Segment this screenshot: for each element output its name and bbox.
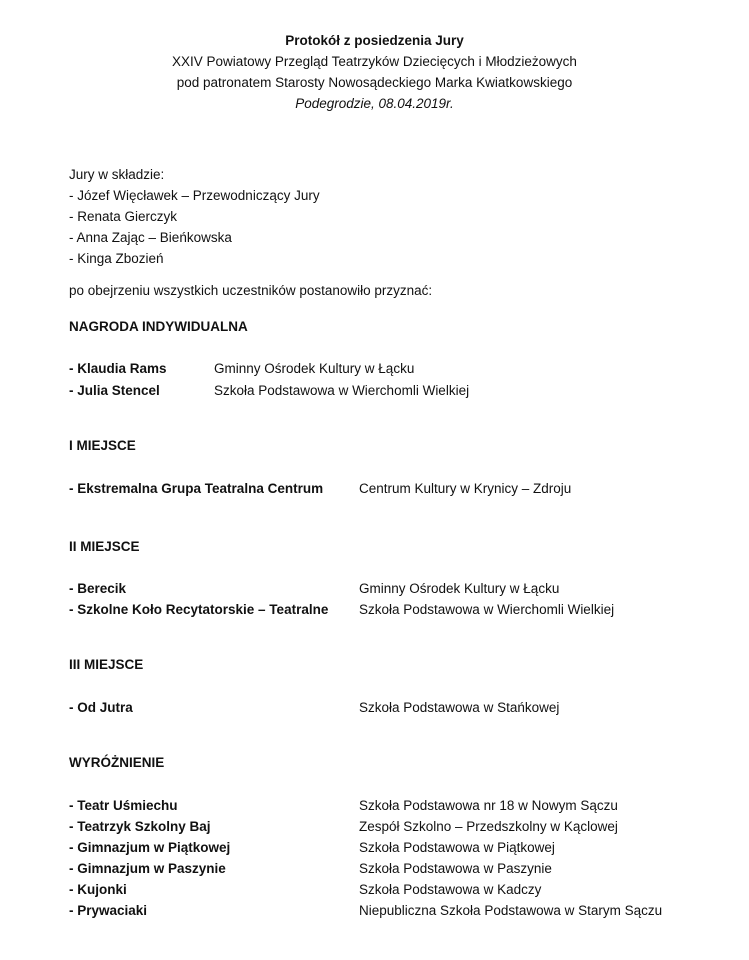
award-institution: Centrum Kultury w Krynicy – Zdroju bbox=[359, 481, 572, 496]
award-institution: Gminny Ośrodek Kultury w Łącku bbox=[359, 581, 560, 596]
document-title: Protokół z posiedzenia Jury bbox=[285, 33, 464, 48]
award-institution: Szkoła Podstawowa w Wierchomli Wielkiej bbox=[214, 383, 470, 398]
award-name: - Berecik bbox=[69, 581, 127, 596]
section-heading-individual: NAGRODA INDYWIDUALNA bbox=[69, 319, 248, 334]
award-institution: Gminny Ośrodek Kultury w Łącku bbox=[214, 361, 415, 376]
award-institution: Szkoła Podstawowa w Piątkowej bbox=[359, 840, 555, 855]
award-institution: Szkoła Podstawowa w Wierchomli Wielkiej bbox=[359, 602, 615, 617]
award-name: - Gimnazjum w Paszynie bbox=[69, 861, 226, 876]
section-heading-third-place: III MIEJSCE bbox=[69, 657, 144, 672]
award-name: - Teatr Uśmiechu bbox=[69, 798, 178, 813]
jury-intro: Jury w składzie: bbox=[69, 167, 165, 182]
award-name: - Kujonki bbox=[69, 882, 127, 897]
award-name: - Gimnazjum w Piątkowej bbox=[69, 840, 231, 855]
document-header bbox=[0, 30, 749, 114]
award-name: - Klaudia Rams bbox=[69, 361, 167, 376]
event-name: XXIV Powiatowy Przegląd Teatrzyków Dziecięcych i Młodzieżowych bbox=[172, 54, 577, 69]
jury-member: - Anna Zając – Bieńkowska bbox=[69, 230, 232, 245]
award-name: - Od Jutra bbox=[69, 700, 133, 715]
award-institution: Szkoła Podstawowa w Paszynie bbox=[359, 861, 552, 876]
jury-member: - Józef Więcławek – Przewodniczący Jury bbox=[69, 188, 320, 203]
award-institution: Szkoła Podstawowa w Stańkowej bbox=[359, 700, 560, 715]
jury-member: - Renata Gierczyk bbox=[69, 209, 178, 224]
award-institution: Niepubliczna Szkoła Podstawowa w Starym Sączu bbox=[359, 903, 663, 918]
award-name: - Teatrzyk Szkolny Baj bbox=[69, 819, 211, 834]
award-name: - Prywaciaki bbox=[69, 903, 148, 918]
place-date: Podegrodzie, 08.04.2019r. bbox=[295, 96, 454, 111]
jury-member: - Kinga Zbozień bbox=[69, 251, 164, 266]
award-name: - Ekstremalna Grupa Teatralna Centrum bbox=[69, 481, 324, 496]
section-heading-distinction: WYRÓŻNIENIE bbox=[69, 755, 165, 770]
award-institution: Szkoła Podstawowa w Kadczy bbox=[359, 882, 542, 897]
award-institution: Szkoła Podstawowa nr 18 w Nowym Sączu bbox=[359, 798, 618, 813]
award-name: - Julia Stencel bbox=[69, 383, 160, 398]
decision-text: po obejrzeniu wszystkich uczestników postanowiło przyznać: bbox=[69, 283, 433, 298]
award-name: - Szkolne Koło Recytatorskie – Teatralne bbox=[69, 602, 329, 617]
jury-composition bbox=[69, 164, 320, 269]
patronage-line: pod patronatem Starosty Nowosądeckiego Marka Kwiatkowskiego bbox=[176, 75, 573, 90]
award-institution: Zespół Szkolno – Przedszkolny w Kąclowej bbox=[359, 819, 618, 834]
section-heading-first-place: I MIEJSCE bbox=[69, 438, 136, 453]
section-heading-second-place: II MIEJSCE bbox=[69, 539, 140, 554]
